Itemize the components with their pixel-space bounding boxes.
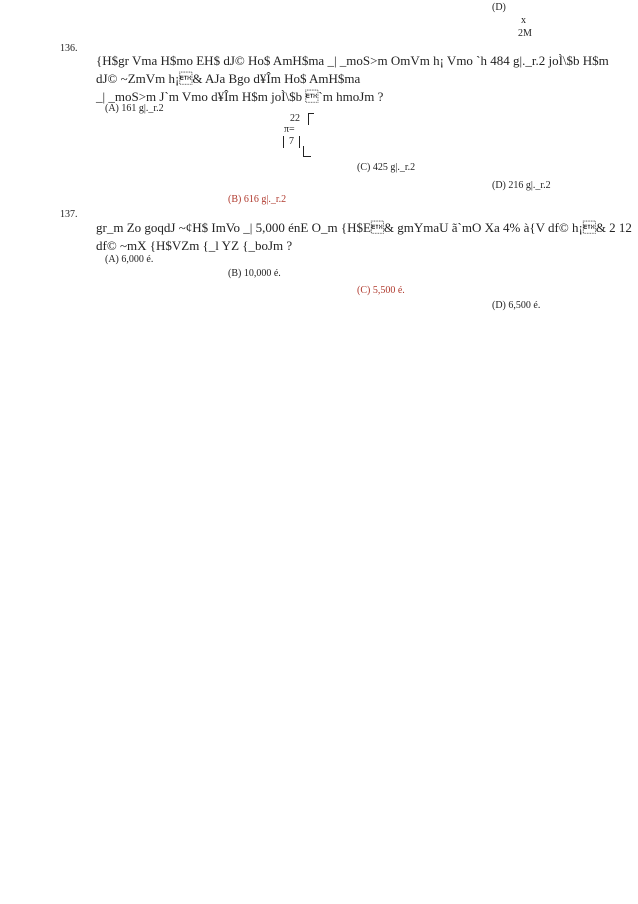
question-136-line-2: dJ© ~ZmVm h¡& AJa Bgo d¥Îm Ho$ AmH$ma xyxy=(96,71,361,86)
bracket-top-right-tick xyxy=(308,113,314,114)
question-136-option-a: (A) 161 g|._r.2 xyxy=(105,103,164,114)
bracket-left xyxy=(283,136,284,148)
fraction-denominator: 2M xyxy=(518,28,532,39)
question-number-137: 137. xyxy=(60,209,78,220)
pi-denominator: 7 xyxy=(289,136,294,147)
question-136-option-c: (C) 425 g|._r.2 xyxy=(357,162,416,173)
question-136-line-3: _| _moS>m J`m Vmo d¥Îm H$m joÌ\$b `m hmoJm ? xyxy=(96,89,384,104)
question-137-option-d: (D) 6,500 é. xyxy=(492,300,541,311)
question-number-136: 136. xyxy=(60,43,78,54)
question-137-option-c-correct: (C) 5,500 é. xyxy=(357,285,405,296)
option-d-label-top: (D) xyxy=(492,2,506,13)
question-136-line-1: {H$gr Vma H$mo EH$ dJ© Ho$ AmH$ma _| _moS>m OmVm h¡ Vmo `h 484 g|._r.2 joÌ\$b H$m xyxy=(96,53,609,68)
pi-equals: π= xyxy=(284,124,295,135)
question-136-option-b-correct: (B) 616 g|._r.2 xyxy=(228,194,287,205)
question-137-line-2: df© ~mX {H$VZm {_l YZ {_boJm ? xyxy=(96,238,293,253)
question-136-option-d: (D) 216 g|._r.2 xyxy=(492,180,551,191)
question-137-option-b: (B) 10,000 é. xyxy=(228,268,281,279)
question-137-option-a: (A) 6,000 é. xyxy=(105,254,154,265)
bracket-top-right xyxy=(308,113,309,125)
bracket-bottom-tick xyxy=(303,156,311,157)
pi-numerator: 22 xyxy=(290,113,300,124)
fraction-numerator: x xyxy=(521,15,526,26)
bracket-mid xyxy=(299,136,300,148)
question-137-line-1: gr_m Zo goqdJ ~¢H$ ImVo _| 5,000 énE O_m {H$E& gmYmaU ã`mO Xa 4% à{V df© h¡& 2 12 xyxy=(96,220,632,235)
